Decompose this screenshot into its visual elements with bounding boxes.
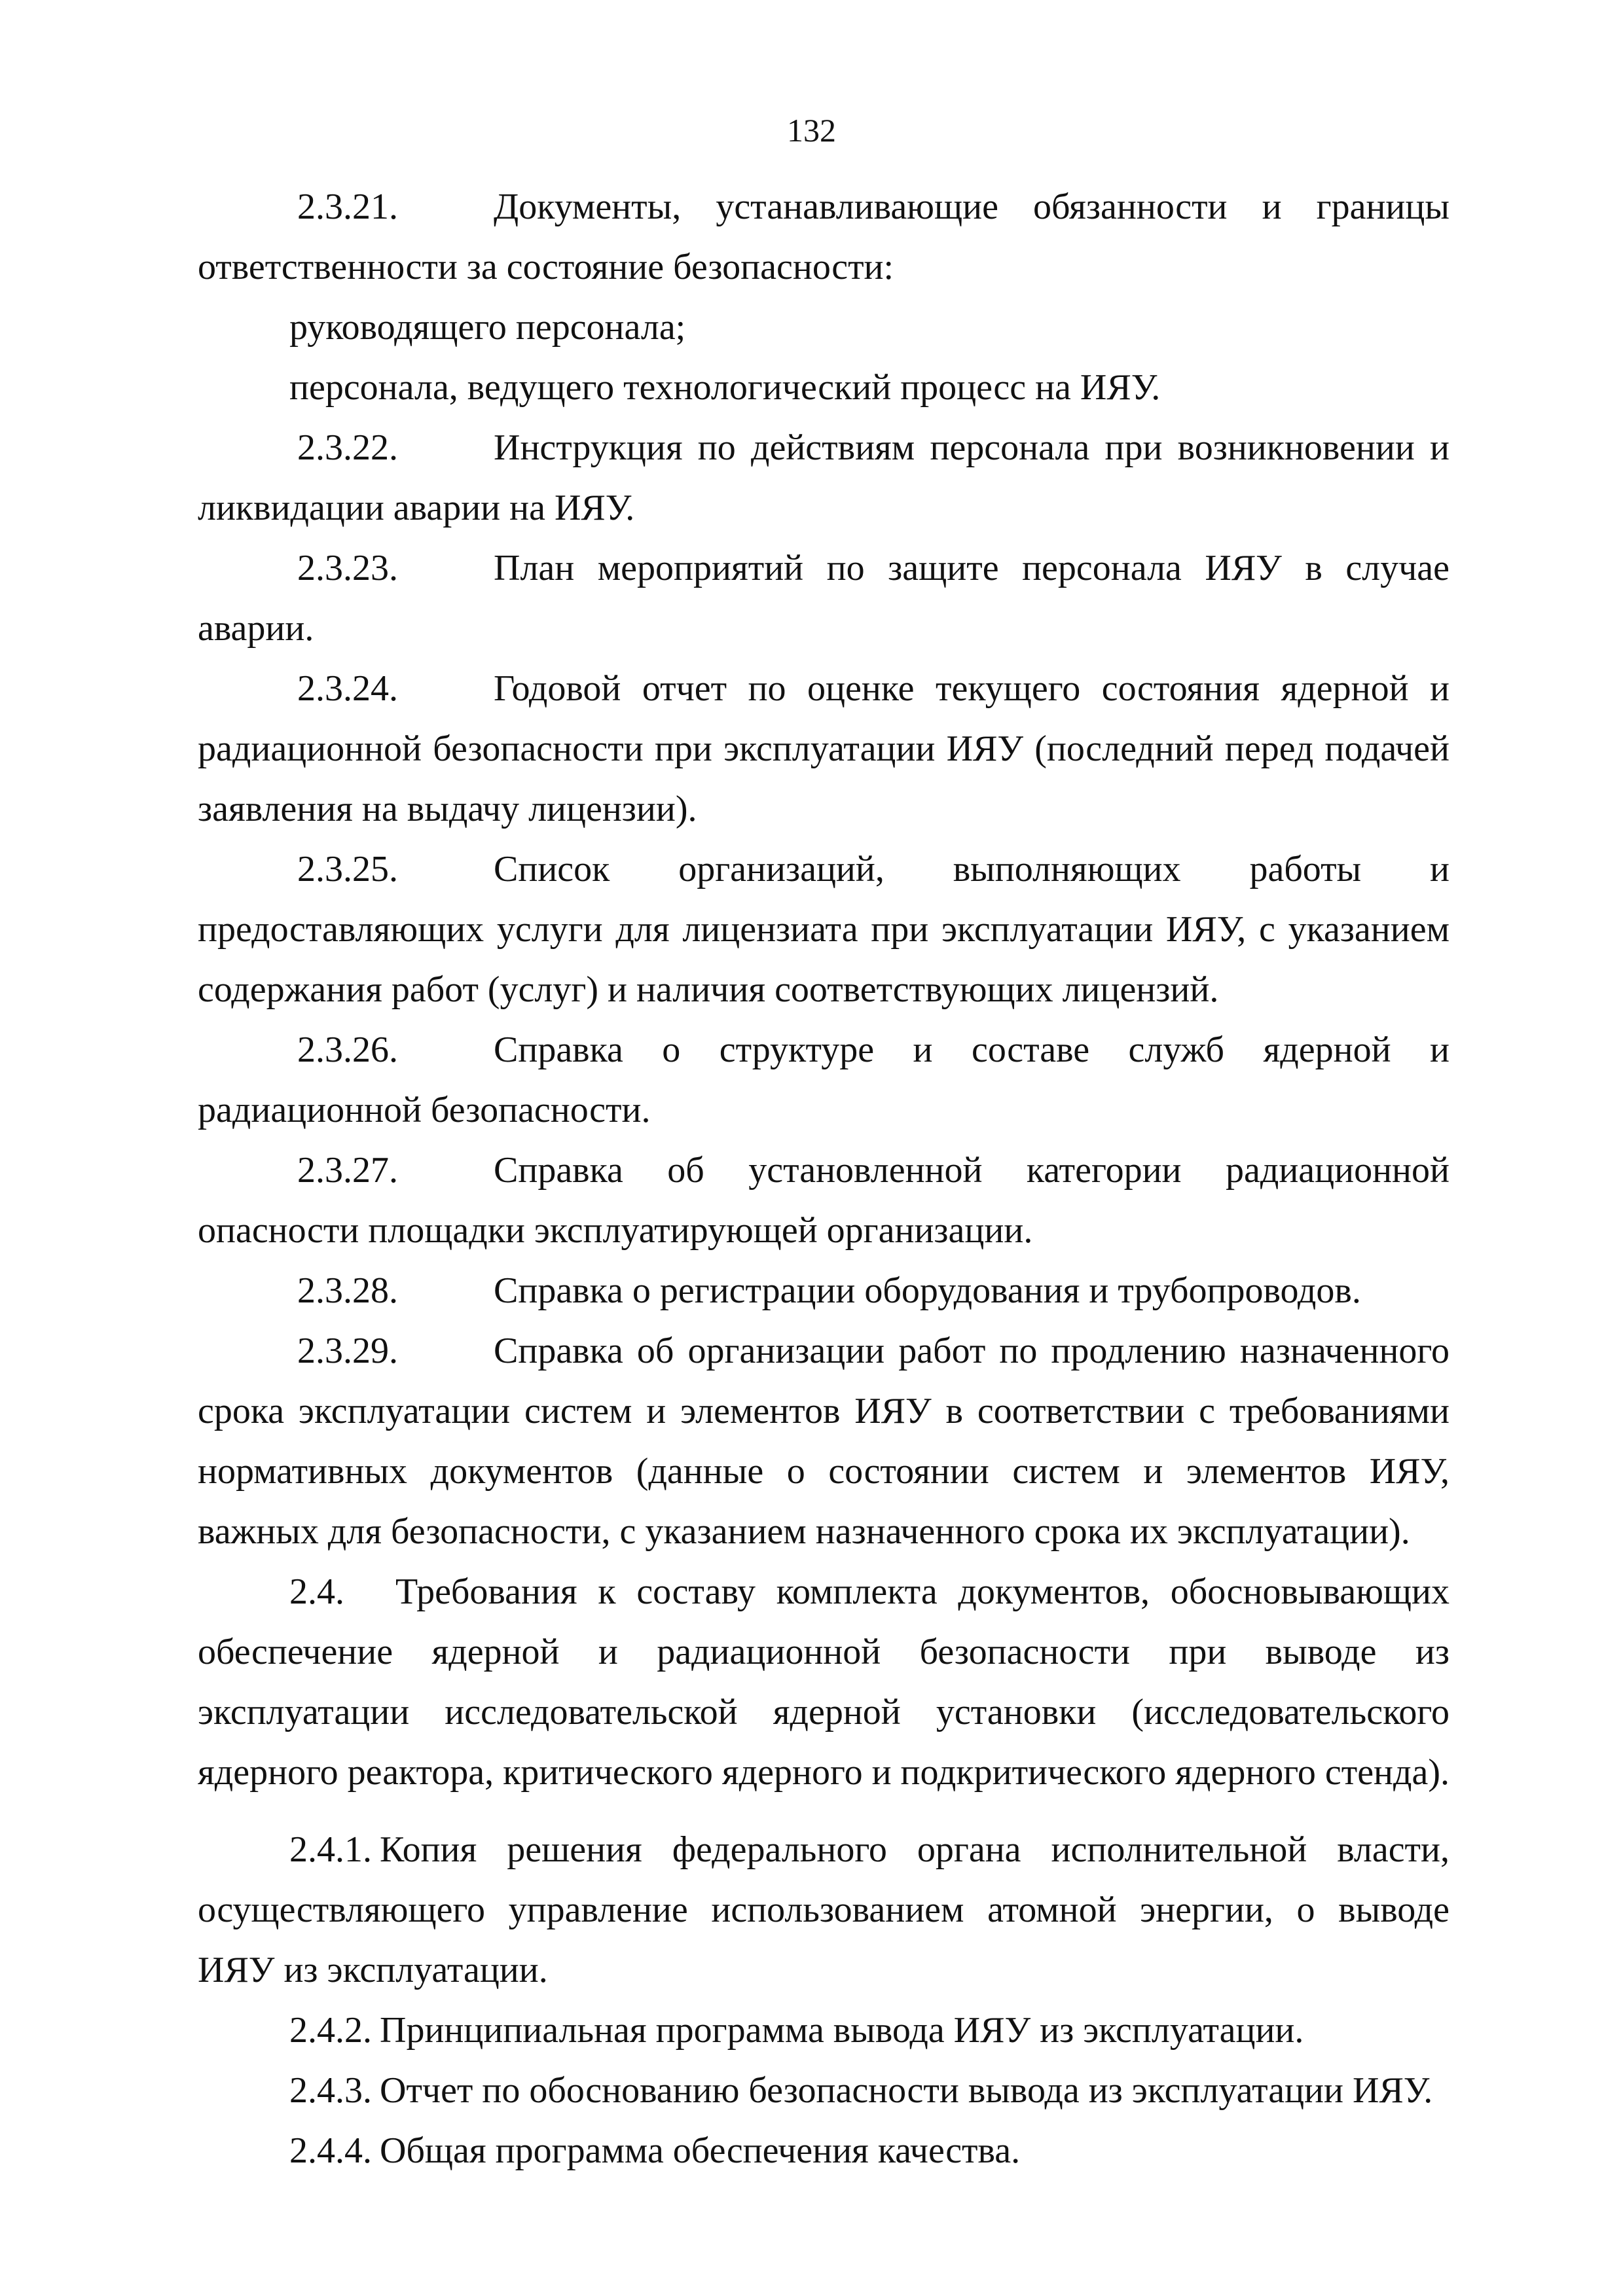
paragraph-2-4-4 xyxy=(198,2121,1450,2181)
item-number: 2.3.24. xyxy=(297,668,398,709)
paragraph-text: персонала, ведущего технологический процесс на ИЯУ. xyxy=(289,367,1161,408)
paragraph-2-4 xyxy=(198,1562,1450,1803)
paragraph-text: Список организаций, выполняющих работы и предоставляющих услуги для лицензиата при эксплуатации ИЯУ, с указанием содержания работ (услуг) и наличия соответствующих лицензий. xyxy=(198,849,1450,1010)
paragraph-text: Требования к составу комплекта документов, обосновывающих обеспечение ядерной и радиационной безопасности при выводе из эксплуатации исследовательской ядерной установки (исследовательского ядерного реактора, критического ядерного и подкритического ядерного стенда). xyxy=(198,1571,1450,1793)
item-number: 2.4.2. xyxy=(289,2010,372,2051)
list-item-process-staff xyxy=(198,357,1450,418)
paragraph-text: Справка об организации работ по продлению назначенного срока эксплуатации систем и элементов ИЯУ в соответствии с требованиями нормативных документов (данные о состоянии систем и элементов ИЯУ, важных для безопасности, с указанием назначенного срока их эксплуатации). xyxy=(198,1331,1450,1552)
item-number: 2.4.1. xyxy=(289,1829,372,1870)
document-body xyxy=(198,177,1450,2181)
paragraph-2-3-28 xyxy=(198,1261,1450,1321)
paragraph-2-3-27 xyxy=(198,1140,1450,1261)
paragraph-2-3-29 xyxy=(198,1321,1450,1562)
paragraph-text: Принципиальная программа вывода ИЯУ из эксплуатации. xyxy=(380,2010,1304,2051)
item-number: 2.3.22. xyxy=(297,427,398,468)
item-number: 2.3.29. xyxy=(297,1331,398,1371)
paragraph-2-4-3 xyxy=(198,2060,1450,2121)
item-number: 2.4.3. xyxy=(289,2070,372,2111)
paragraph-text: Документы, устанавливающие обязанности и границы ответственности за состояние безопасности: xyxy=(198,187,1450,287)
item-number: 2.3.23. xyxy=(297,548,398,588)
paragraph-2-3-25 xyxy=(198,839,1450,1020)
page-number: 132 xyxy=(787,112,836,149)
list-item-management-staff xyxy=(198,297,1450,357)
item-number: 2.4. xyxy=(289,1571,344,1612)
item-number: 2.3.25. xyxy=(297,849,398,889)
paragraph-2-3-26 xyxy=(198,1020,1450,1140)
item-number: 2.3.27. xyxy=(297,1150,398,1191)
item-number: 2.3.26. xyxy=(297,1030,398,1070)
paragraph-2-3-21 xyxy=(198,177,1450,297)
paragraph-2-3-22 xyxy=(198,418,1450,538)
paragraph-text: Справка о структуре и составе служб ядерной и радиационной безопасности. xyxy=(198,1030,1450,1130)
item-number: 2.3.28. xyxy=(297,1270,398,1311)
paragraph-text: Копия решения федерального органа исполнительной власти, осуществляющего управление использованием атомной энергии, о выводе ИЯУ из эксплуатации. xyxy=(198,1829,1450,1990)
paragraph-2-3-23 xyxy=(198,538,1450,658)
item-number: 2.3.21. xyxy=(297,187,398,227)
paragraph-text: Отчет по обоснованию безопасности вывода из эксплуатации ИЯУ. xyxy=(380,2070,1433,2111)
paragraph-text: Общая программа обеспечения качества. xyxy=(380,2130,1021,2171)
paragraph-text: Справка об установленной категории радиационной опасности площадки эксплуатирующей организации. xyxy=(198,1150,1450,1251)
paragraph-text: Инструкция по действиям персонала при возникновении и ликвидации аварии на ИЯУ. xyxy=(198,427,1450,528)
paragraph-text: Справка о регистрации оборудования и трубопроводов. xyxy=(494,1270,1361,1311)
paragraph-text: руководящего персонала; xyxy=(289,307,686,348)
paragraph-text: План мероприятий по защите персонала ИЯУ в случае аварии. xyxy=(198,548,1450,649)
paragraph-2-4-2 xyxy=(198,2000,1450,2060)
paragraph-2-3-24 xyxy=(198,658,1450,839)
item-number: 2.4.4. xyxy=(289,2130,372,2171)
paragraph-text: Годовой отчет по оценке текущего состояния ядерной и радиационной безопасности при эксплуатации ИЯУ (последний перед подачей заявления на выдачу лицензии). xyxy=(198,668,1450,829)
paragraph-2-4-1 xyxy=(198,1820,1450,2000)
